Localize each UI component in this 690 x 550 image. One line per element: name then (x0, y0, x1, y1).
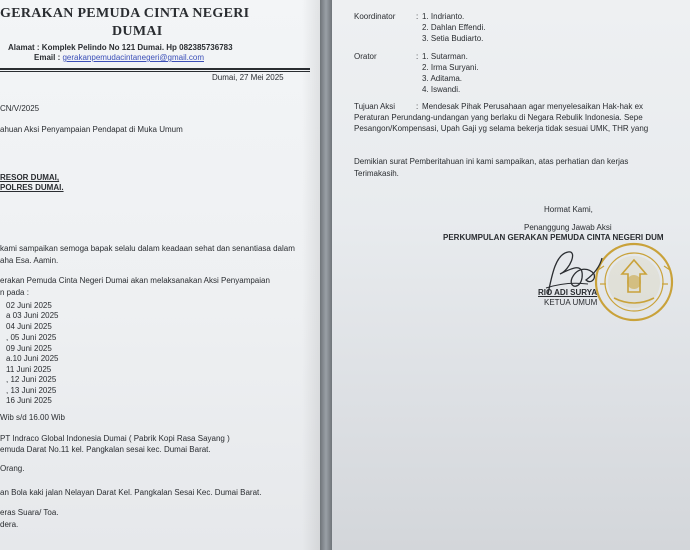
assembly-point: an Bola kaki jalan Nelayan Darat Kel. Pangkalan Sesai Kec. Dumai Barat. (0, 488, 262, 497)
date-item: 11 Juni 2025 (6, 365, 52, 374)
org-name-line2: DUMAI (112, 24, 163, 39)
coordinator-item: 3. Setia Budiarto. (422, 34, 484, 43)
coordinator-item: 1. Indrianto. (422, 12, 465, 21)
date-item: a 03 Juni 2025 (6, 311, 59, 320)
intro-line2: n pada : (0, 288, 29, 297)
header-rule-thick (0, 68, 310, 70)
equipment-line1: eras Suara/ Toa. (0, 508, 59, 517)
email-label: Email : (34, 53, 63, 62)
location-line2: emuda Darat No.11 kel. Pangkalan sesai kec. Dumai Barat. (0, 445, 211, 454)
purpose-label: Tujuan Aksi (354, 102, 396, 111)
date-item: a.10 Juni 2025 (6, 354, 59, 363)
time-range: Wib s/d 16.00 Wib (0, 413, 65, 422)
coordinator-item: 2. Dahlan Effendi. (422, 23, 486, 32)
letter-number: CN/V/2025 (0, 104, 40, 113)
purpose-line2: Peraturan Perundang-undangan yang berlaku di Negara Rebulik Indonesia. Sepe (354, 113, 643, 122)
org-address: Alamat : Komplek Pelindo No 121 Dumai. Hp 082385736783 (8, 43, 233, 52)
email-link[interactable]: gerakanpemudacintanegeri@gmail.com (62, 53, 204, 62)
purpose-colon: : (416, 102, 419, 111)
letter-subject: ahuan Aksi Penyampaian Pendapat di Muka Umum (0, 125, 183, 134)
letter-date: Dumai, 27 Mei 2025 (212, 73, 284, 82)
location-line1: PT Indraco Global Indonesia Dumai ( Pabrik Kopi Rasa Sayang ) (0, 434, 230, 443)
date-item: 16 Juni 2025 (6, 396, 52, 405)
closing-line2: Terimakasih. (354, 169, 399, 178)
greeting-line2: aha Esa. Aamin. (0, 256, 59, 265)
orator-colon: : (416, 52, 419, 61)
orator-item: 2. Irma Suryani. (422, 63, 479, 72)
letter-page-right (332, 0, 690, 550)
date-item: , 13 Juni 2025 (6, 386, 57, 395)
addressee-line1: RESOR DUMAI, (0, 173, 60, 182)
purpose-line1: Mendesak Pihak Perusahaan agar menyelesaikan Hak-hak ex (422, 102, 644, 111)
orator-label: Orator (354, 52, 377, 61)
page-gap (320, 0, 332, 550)
date-item: 09 Juni 2025 (6, 344, 52, 353)
letter-page-left (0, 0, 320, 550)
date-item: 04 Juni 2025 (6, 322, 52, 331)
header-rule-thin (0, 71, 310, 72)
intro-line1: erakan Pemuda Cinta Negeri Dumai akan melaksanakan Aksi Penyampaian (0, 276, 270, 285)
signer-name: RIO ADI SURYA (538, 288, 598, 297)
orator-item: 1. Sutarman. (422, 52, 468, 61)
date-item: 02 Juni 2025 (6, 301, 52, 310)
regards: Hormat Kami, (544, 205, 593, 214)
addressee-line2: POLRES DUMAI. (0, 183, 64, 192)
closing-line1: Demikian surat Pemberitahuan ini kami sampaikan, atas perhatian dan kerjas (354, 157, 629, 166)
org-email-row (34, 53, 204, 62)
date-item: , 05 Juni 2025 (6, 333, 57, 342)
equipment-line2: dera. (0, 520, 19, 529)
purpose-line3: Pesangon/Kompensasi, Upah Gaji yg selama bekerja tidak sesuai UMK, THR yang (354, 124, 649, 133)
signature-org: PERKUMPULAN GERAKAN PEMUDA CINTA NEGERI DUM (443, 233, 664, 242)
date-item: , 12 Juni 2025 (6, 375, 57, 384)
coordinator-label: Koordinator (354, 12, 396, 21)
page-fold-shadow (302, 0, 320, 550)
responsible-label: Penanggung Jawab Aksi (524, 223, 612, 232)
orator-item: 3. Aditama. (422, 74, 463, 83)
org-name-line1: GERAKAN PEMUDA CINTA NEGERI (0, 6, 250, 21)
coordinator-colon: : (416, 12, 419, 21)
greeting-line1: kami sampaikan semoga bapak selalu dalam keadaan sehat dan senantiasa dalam (0, 244, 295, 253)
signer-role: KETUA UMUM (544, 298, 598, 307)
orator-item: 4. Iswandi. (422, 85, 461, 94)
participant-count: Orang. (0, 464, 25, 473)
